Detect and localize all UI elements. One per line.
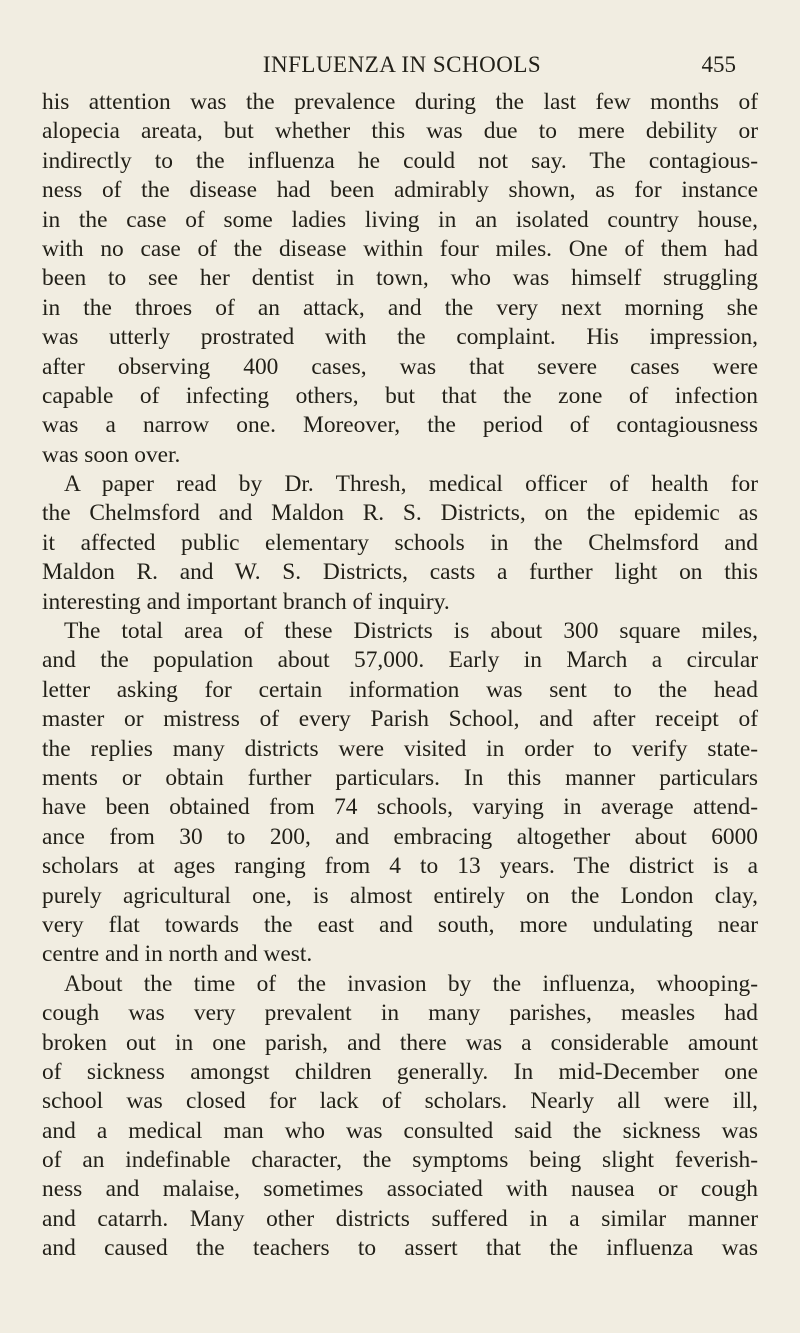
text-line: About the time of the invasion by the influenza, whooping- <box>64 970 758 997</box>
text-line: school was closed for lack of scholars. Nearly all were ill, <box>42 1088 758 1115</box>
text-line: broken out in one parish, and there was a considerable amount <box>42 1029 758 1056</box>
text-line: in the throes of an attack, and the very next morning she <box>42 294 758 321</box>
text-line: indirectly to the influenza he could not say. The contagious- <box>42 147 758 174</box>
text-line: after observing 400 cases, was that severe cases were <box>42 353 758 380</box>
text-line: and the population about 57,000. Early in March a circular <box>42 647 758 674</box>
page-number: 455 <box>701 52 736 77</box>
text-line: the replies many districts were visited in order to verify state- <box>42 735 758 762</box>
text-line: alopecia areata, but whether this was due to mere debility or <box>42 118 758 145</box>
text-line: the Chelmsford and Maldon R. S. Districts, on the epidemic as <box>42 500 758 527</box>
text-line: ness and malaise, sometimes associated with nausea or cough <box>42 1176 758 1203</box>
text-line: ance from 30 to 200, and embracing altogether about 6000 <box>42 823 758 850</box>
body-text <box>42 88 758 1264</box>
text-line: cough was very prevalent in many parishes, measles had <box>42 1000 758 1027</box>
text-line: have been obtained from 74 schools, varying in average attend- <box>42 794 758 821</box>
text-line: of an indefinable character, the symptoms being slight feverish- <box>42 1147 758 1174</box>
text-line: and caused the teachers to assert that the influenza was <box>42 1235 758 1262</box>
text-line: master or mistress of every Parish School, and after receipt of <box>42 706 758 733</box>
text-line: ments or obtain further particulars. In this manner particulars <box>42 764 758 791</box>
text-line: A paper read by Dr. Thresh, medical officer of health for <box>64 471 758 498</box>
text-line: purely agricultural one, is almost entirely on the London clay, <box>42 882 758 909</box>
text-line: his attention was the prevalence during the last few months of <box>42 89 758 115</box>
running-title: INFLUENZA IN SCHOOLS <box>262 52 542 77</box>
text-line: interesting and important branch of inquiry. <box>42 588 450 615</box>
text-line: The total area of these Districts is about 300 square miles, <box>64 618 758 645</box>
text-line: and catarrh. Many other districts suffered in a similar manner <box>42 1205 758 1232</box>
text-line: ness of the disease had been admirably shown, as for instance <box>42 177 758 204</box>
text-line: been to see her dentist in town, who was himself struggling <box>42 265 758 292</box>
text-line: of sickness amongst children generally. In mid-December one <box>42 1058 758 1085</box>
text-line: in the case of some ladies living in an isolated country house, <box>42 206 758 233</box>
running-head <box>42 52 762 88</box>
text-line: was soon over. <box>42 441 181 468</box>
text-line: was a narrow one. Moreover, the period of contagiousness <box>42 412 758 439</box>
text-line: with no case of the disease within four miles. One of them had <box>42 235 758 262</box>
text-line: Maldon R. and W. S. Districts, casts a further light on this <box>42 559 758 586</box>
text-line: and a medical man who was consulted said the sickness was <box>42 1117 758 1144</box>
text-line: was utterly prostrated with the complaint. His impression, <box>42 324 758 351</box>
text-line: it affected public elementary schools in the Chelmsford and <box>42 529 758 556</box>
text-line: letter asking for certain information was sent to the head <box>42 676 758 703</box>
text-line: scholars at ages ranging from 4 to 13 years. The district is a <box>42 853 758 880</box>
text-line: centre and in north and west. <box>42 941 313 968</box>
text-line: very flat towards the east and south, more undulating near <box>42 911 758 938</box>
text-line: capable of infecting others, but that the zone of infection <box>42 382 758 409</box>
